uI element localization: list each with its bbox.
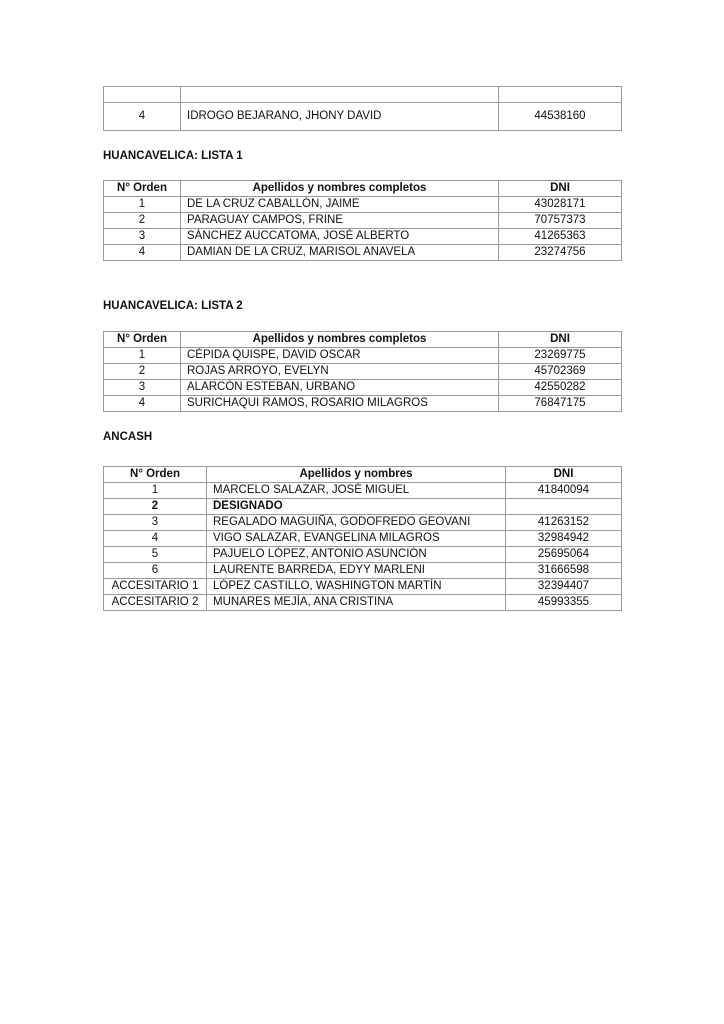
table-row	[104, 229, 622, 245]
section-heading-huancavelica-lista-1: HUANCAVELICA: LISTA 1	[103, 150, 243, 162]
dni-cell: 45993355	[506, 595, 622, 611]
orden-cell: 6	[104, 563, 207, 579]
header-orden: N° Orden	[104, 467, 207, 483]
table-row	[104, 348, 622, 364]
dni-cell: 42550282	[499, 380, 622, 396]
nombre-cell: PARAGUAY CAMPOS, FRINE	[181, 213, 499, 229]
table-row	[104, 483, 622, 499]
table-row	[104, 396, 622, 412]
dni-cell: 76847175	[499, 396, 622, 412]
table-row	[104, 87, 622, 103]
orden-cell: 5	[104, 547, 207, 563]
orden-cell: 4	[104, 103, 181, 131]
nombre-cell: PAJUELO LÓPEZ, ANTONIO ASUNCIÓN	[207, 547, 506, 563]
dni-cell	[506, 499, 622, 515]
table-header-row	[104, 467, 622, 483]
nombre-cell: CÉPIDA QUISPE, DAVID OSCAR	[181, 348, 499, 364]
table-row	[104, 364, 622, 380]
table-row	[104, 579, 622, 595]
header-nombres: Apellidos y nombres completos	[181, 181, 499, 197]
header-dni: DNI	[506, 467, 622, 483]
table-row	[104, 245, 622, 261]
ancash-table	[103, 466, 622, 611]
dni-cell: 23274756	[499, 245, 622, 261]
table-row	[104, 515, 622, 531]
orden-cell: 2	[104, 364, 181, 380]
nombre-cell: DESIGNADO	[207, 499, 506, 515]
nombre-cell: IDROGO BEJARANO, JHONY DAVID	[181, 103, 499, 131]
table-row	[104, 499, 622, 515]
dni-cell: 32984942	[506, 531, 622, 547]
nombre-cell: MUNARES MEJÍA, ANA CRISTINA	[207, 595, 506, 611]
table-row	[104, 563, 622, 579]
dni-cell: 25695064	[506, 547, 622, 563]
dni-cell: 23269775	[499, 348, 622, 364]
nombre-cell: DE LA CRUZ CABALLÓN, JAIME	[181, 197, 499, 213]
header-orden: N° Orden	[104, 181, 181, 197]
nombre-cell: SURICHAQUI RAMOS, ROSARIO MILAGROS	[181, 396, 499, 412]
orden-cell: 1	[104, 483, 207, 499]
header-nombres: Apellidos y nombres completos	[181, 332, 499, 348]
orden-cell: 4	[104, 396, 181, 412]
dni-cell: 44538160	[499, 103, 622, 131]
dni-cell: 43028171	[499, 197, 622, 213]
table-row	[104, 595, 622, 611]
dni-cell: 31666598	[506, 563, 622, 579]
orden-cell: 2	[104, 213, 181, 229]
continuation-table	[103, 86, 622, 131]
table-row	[104, 380, 622, 396]
dni-cell: 41265363	[499, 229, 622, 245]
table-row	[104, 531, 622, 547]
orden-cell: 1	[104, 348, 181, 364]
table-row	[104, 213, 622, 229]
header-nombres: Apellidos y nombres	[207, 467, 506, 483]
orden-cell: ACCESITARIO 2	[104, 595, 207, 611]
orden-cell: 4	[104, 245, 181, 261]
orden-cell: 2	[104, 499, 207, 515]
nombre-cell: ROJAS ARROYO, EVELYN	[181, 364, 499, 380]
orden-cell: 3	[104, 229, 181, 245]
nombre-cell: DAMIAN DE LA CRUZ, MARISOL ANAVELA	[181, 245, 499, 261]
table-row	[104, 547, 622, 563]
section-heading-huancavelica-lista-2: HUANCAVELICA: LISTA 2	[103, 300, 243, 312]
orden-cell: 3	[104, 380, 181, 396]
orden-cell: 3	[104, 515, 207, 531]
orden-cell: ACCESITARIO 1	[104, 579, 207, 595]
dni-cell: 45702369	[499, 364, 622, 380]
dni-cell: 70757373	[499, 213, 622, 229]
header-dni: DNI	[499, 332, 622, 348]
table-header-row	[104, 181, 622, 197]
table-header-row	[104, 332, 622, 348]
table-row	[104, 103, 622, 131]
section-heading-ancash: ANCASH	[103, 431, 153, 443]
nombre-cell: LAURENTE BARREDA, EDYY MARLENI	[207, 563, 506, 579]
huancavelica-lista-1-table	[103, 180, 622, 261]
nombre-cell: SÁNCHEZ AUCCATOMA, JOSÉ ALBERTO	[181, 229, 499, 245]
nombre-cell	[181, 87, 499, 103]
dni-cell: 32394407	[506, 579, 622, 595]
dni-cell	[499, 87, 622, 103]
table-row	[104, 197, 622, 213]
nombre-cell: LÓPEZ CASTILLO, WASHINGTON MARTÍN	[207, 579, 506, 595]
orden-cell: 4	[104, 531, 207, 547]
nombre-cell: VIGO SALAZAR, EVANGELINA MILAGROS	[207, 531, 506, 547]
nombre-cell: ALARCÓN ESTEBAN, URBANO	[181, 380, 499, 396]
nombre-cell: REGALADO MAGUIÑA, GODOFREDO GEOVANI	[207, 515, 506, 531]
nombre-cell: MARCELO SALAZAR, JOSÉ MIGUEL	[207, 483, 506, 499]
huancavelica-lista-2-table	[103, 331, 622, 412]
header-dni: DNI	[499, 181, 622, 197]
dni-cell: 41263152	[506, 515, 622, 531]
header-orden: N° Orden	[104, 332, 181, 348]
dni-cell: 41840094	[506, 483, 622, 499]
orden-cell	[104, 87, 181, 103]
orden-cell: 1	[104, 197, 181, 213]
